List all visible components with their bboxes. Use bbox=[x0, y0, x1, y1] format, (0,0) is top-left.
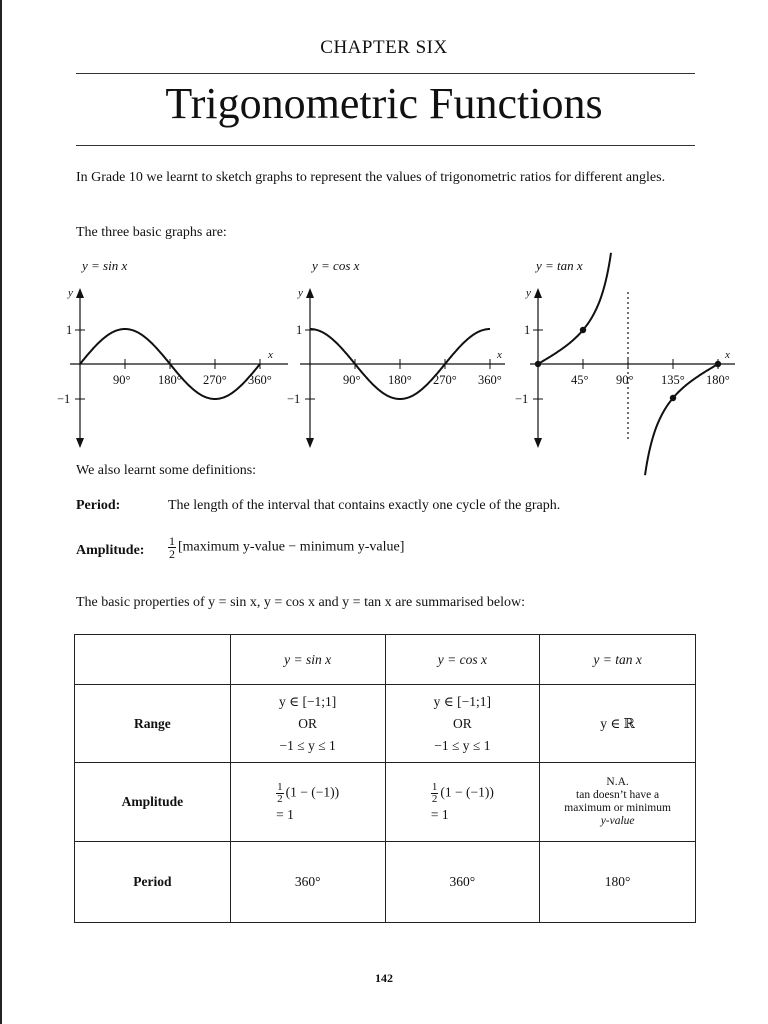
tan-point bbox=[580, 327, 586, 333]
cos-xtick-label: 180° bbox=[388, 373, 412, 387]
period-tan-cell: 180° bbox=[540, 842, 696, 923]
graph-tan-label: y = tan x bbox=[536, 258, 583, 273]
col-sin: y = sin x bbox=[230, 635, 385, 685]
table-row-period bbox=[75, 842, 696, 923]
row-label-amplitude: Amplitude bbox=[75, 763, 231, 842]
summary-intro: The basic properties of y = sin x, y = cos x and y = tan x are summarised below: bbox=[76, 595, 526, 610]
page-title: Trigonometric Functions bbox=[165, 79, 603, 128]
table-header-row bbox=[75, 635, 696, 685]
tan-x-axis-label: x bbox=[725, 349, 730, 361]
intro-paragraph: In Grade 10 we learnt to sketch graphs to represent the values of trigonometric ratios for different angles. bbox=[76, 170, 666, 185]
tan-xtick-label: 90° bbox=[616, 373, 634, 387]
period-cos-cell: 360° bbox=[385, 842, 540, 923]
range-tan-cell: y ∈ ℝ bbox=[540, 685, 696, 763]
tan-xtick-label: 45° bbox=[571, 373, 589, 387]
tan-point bbox=[670, 395, 676, 401]
period-definition: The length of the interval that contains exactly one cycle of the graph. bbox=[168, 498, 561, 513]
graph-cos-label: y = cos x bbox=[312, 258, 360, 273]
table-row-range bbox=[75, 685, 696, 763]
tan-y-axis-label: y bbox=[526, 287, 531, 299]
tan-xtick-label: 180° bbox=[706, 373, 730, 387]
cos-xtick-label: 360° bbox=[478, 373, 502, 387]
cos-y-axis-label: y bbox=[298, 287, 303, 299]
col-cos: y = cos x bbox=[385, 635, 540, 685]
page-number: 142 bbox=[375, 971, 393, 985]
graph-sin-label: y = sin x bbox=[82, 258, 128, 273]
tan-point bbox=[535, 361, 541, 367]
cos-ylabel-1: 1 bbox=[296, 323, 303, 337]
sin-ylabel-m1: −1 bbox=[57, 392, 71, 406]
tan-y-arrow-down bbox=[534, 438, 542, 448]
amplitude-sin-cell: $\frac{1}{2}$ (1 − (−1)) = 1 bbox=[230, 763, 385, 842]
cos-ylabel-m1: −1 bbox=[287, 392, 301, 406]
sin-xtick-label: 180° bbox=[158, 373, 182, 387]
amplitude-text: [maximum y-value − minimum y-value] bbox=[178, 539, 405, 555]
table-corner-cell bbox=[75, 635, 231, 685]
tan-curve-left bbox=[538, 253, 611, 364]
cos-xtick-label: 270° bbox=[433, 373, 457, 387]
range-cos-cell: y ∈ [−1;1] OR −1 ≤ y ≤ 1 bbox=[385, 685, 540, 763]
chapter-heading: CHAPTER SIX bbox=[320, 37, 448, 58]
amplitude-cos-cell: $\frac{1}{2}$ (1 − (−1)) = 1 bbox=[385, 763, 540, 842]
sin-xtick-label: 360° bbox=[248, 373, 272, 387]
range-sin-cell: y ∈ [−1;1] OR −1 ≤ y ≤ 1 bbox=[230, 685, 385, 763]
sin-xtick-label: 270° bbox=[203, 373, 227, 387]
tan-xtick-label: 135° bbox=[661, 373, 685, 387]
sin-x-axis-label: x bbox=[268, 349, 273, 361]
sin-ylabel-1: 1 bbox=[66, 323, 73, 337]
definitions-intro: We also learnt some definitions: bbox=[76, 463, 257, 478]
graphs-intro: The three basic graphs are: bbox=[76, 225, 227, 240]
cos-x-axis-label: x bbox=[497, 349, 502, 361]
col-tan: y = tan x bbox=[540, 635, 696, 685]
period-term: Period: bbox=[76, 498, 121, 513]
tan-ylabel-1: 1 bbox=[524, 323, 531, 337]
cos-xtick-label: 90° bbox=[343, 373, 361, 387]
tan-point bbox=[715, 361, 721, 367]
properties-table bbox=[74, 634, 696, 923]
tan-y-arrow bbox=[534, 288, 542, 298]
row-label-period: Period bbox=[75, 842, 231, 923]
tan-ylabel-m1: −1 bbox=[515, 392, 529, 406]
period-sin-cell: 360° bbox=[230, 842, 385, 923]
table-row-amplitude bbox=[75, 763, 696, 842]
amplitude-tan-cell: N.A. tan doesn’t have a maximum or minimum y-value bbox=[540, 763, 696, 842]
row-label-range: Range bbox=[75, 685, 231, 763]
amplitude-term: Amplitude: bbox=[76, 543, 145, 558]
amplitude-definition bbox=[168, 535, 404, 560]
sin-y-axis-label: y bbox=[68, 287, 73, 299]
sin-xtick-label: 90° bbox=[113, 373, 131, 387]
amplitude-fraction: $\frac{1}{2}$ bbox=[169, 534, 175, 561]
